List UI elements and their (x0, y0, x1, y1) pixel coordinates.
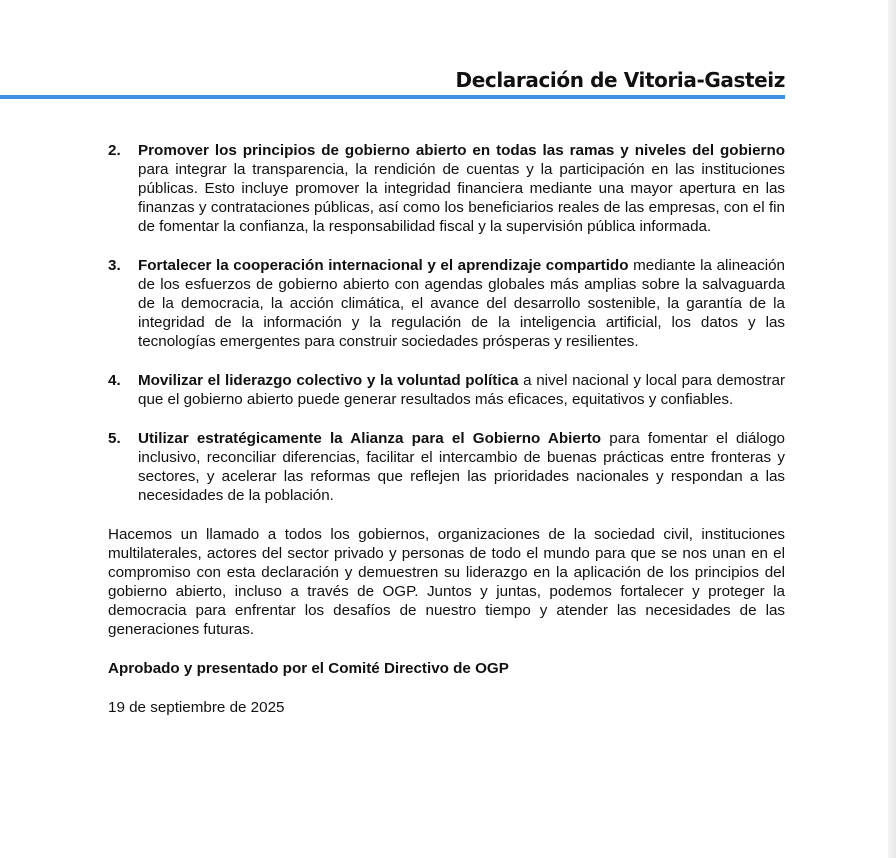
document-body (108, 141, 785, 717)
document-header (0, 66, 785, 100)
list-item-5 (108, 429, 785, 505)
page-edge (888, 0, 896, 858)
closing-paragraph: Hacemos un llamado a todos los gobiernos, organizaciones de la sociedad civil, instituciones multilaterales, actores del sector privado y personas de todo el mundo para que se nos unan en el compromiso con esta declaración y demuestren su liderazgo en la aplicación de los principios del gobierno abierto, incluso a través de OGP. Juntos y juntas, podemos fortalecer y proteger la democracia para enfrentar los desafíos de nuestro tiempo y atender las necesidades de las generaciones futuras. (108, 525, 785, 639)
list-item-number: 2. (108, 142, 121, 159)
list-item-number: 5. (108, 429, 121, 447)
list-item-4 (108, 371, 785, 409)
document-date: 19 de septiembre de 2025 (108, 698, 285, 716)
list-item-text: para fomentar el diálogo inclusivo, reconciliar diferencias, facilitar el intercambio de buenas prácticas entre fronteras y sectores, y acelerar las reformas que reflejen las prioridades nacionales y respondan a las necesidades de la población. (138, 429, 786, 505)
approval-line: Aprobado y presentado por el Comité Directivo de OGP (108, 660, 509, 678)
list-item-lead: Utilizar estratégicamente la Alianza para el Gobierno Abierto (138, 429, 602, 447)
list-item-number: 3. (108, 257, 121, 275)
list-item-text: mediante la alineación de los esfuerzos de gobierno abierto con agendas globales más amplias sobre la salvaguarda de la democracia, la acción climática, el avance del desarrollo sostenible, la garantía de la integridad de la información y la regulación de la inteligencia artificial, los datos y las tecnologías emergentes para construir sociedades prósperas y resilientes. (138, 257, 785, 351)
list-item-lead: Movilizar el liderazgo colectivo y la voluntad política (138, 372, 519, 390)
list-item-2 (108, 141, 785, 236)
list-item-text: a nivel nacional y local para demostrar que el gobierno abierto puede generar resultados más eficaces, equitativos y confiables. (138, 372, 786, 409)
list-item-text: para integrar la transparencia, la rendición de cuentas y la participación en las instituciones públicas. Esto incluye promover la integridad financiera mediante una mayor apertura en las finanzas y contrataciones públicas, así como los beneficiarios reales de las empresas, con el fin de fomentar la confianza, la responsabilidad fiscal y la supervisión pública informada. (138, 161, 785, 236)
header-rule (0, 95, 785, 99)
list-item-number: 4. (108, 372, 121, 390)
list-item-3 (108, 256, 785, 351)
document-title: Declaración de Vitoria-Gasteiz (455, 68, 785, 92)
list-item-lead: Promover los principios de gobierno abierto en todas las ramas y niveles del gobierno (138, 142, 785, 159)
list-item-lead: Fortalecer la cooperación internacional y el aprendizaje compartido (138, 257, 629, 275)
